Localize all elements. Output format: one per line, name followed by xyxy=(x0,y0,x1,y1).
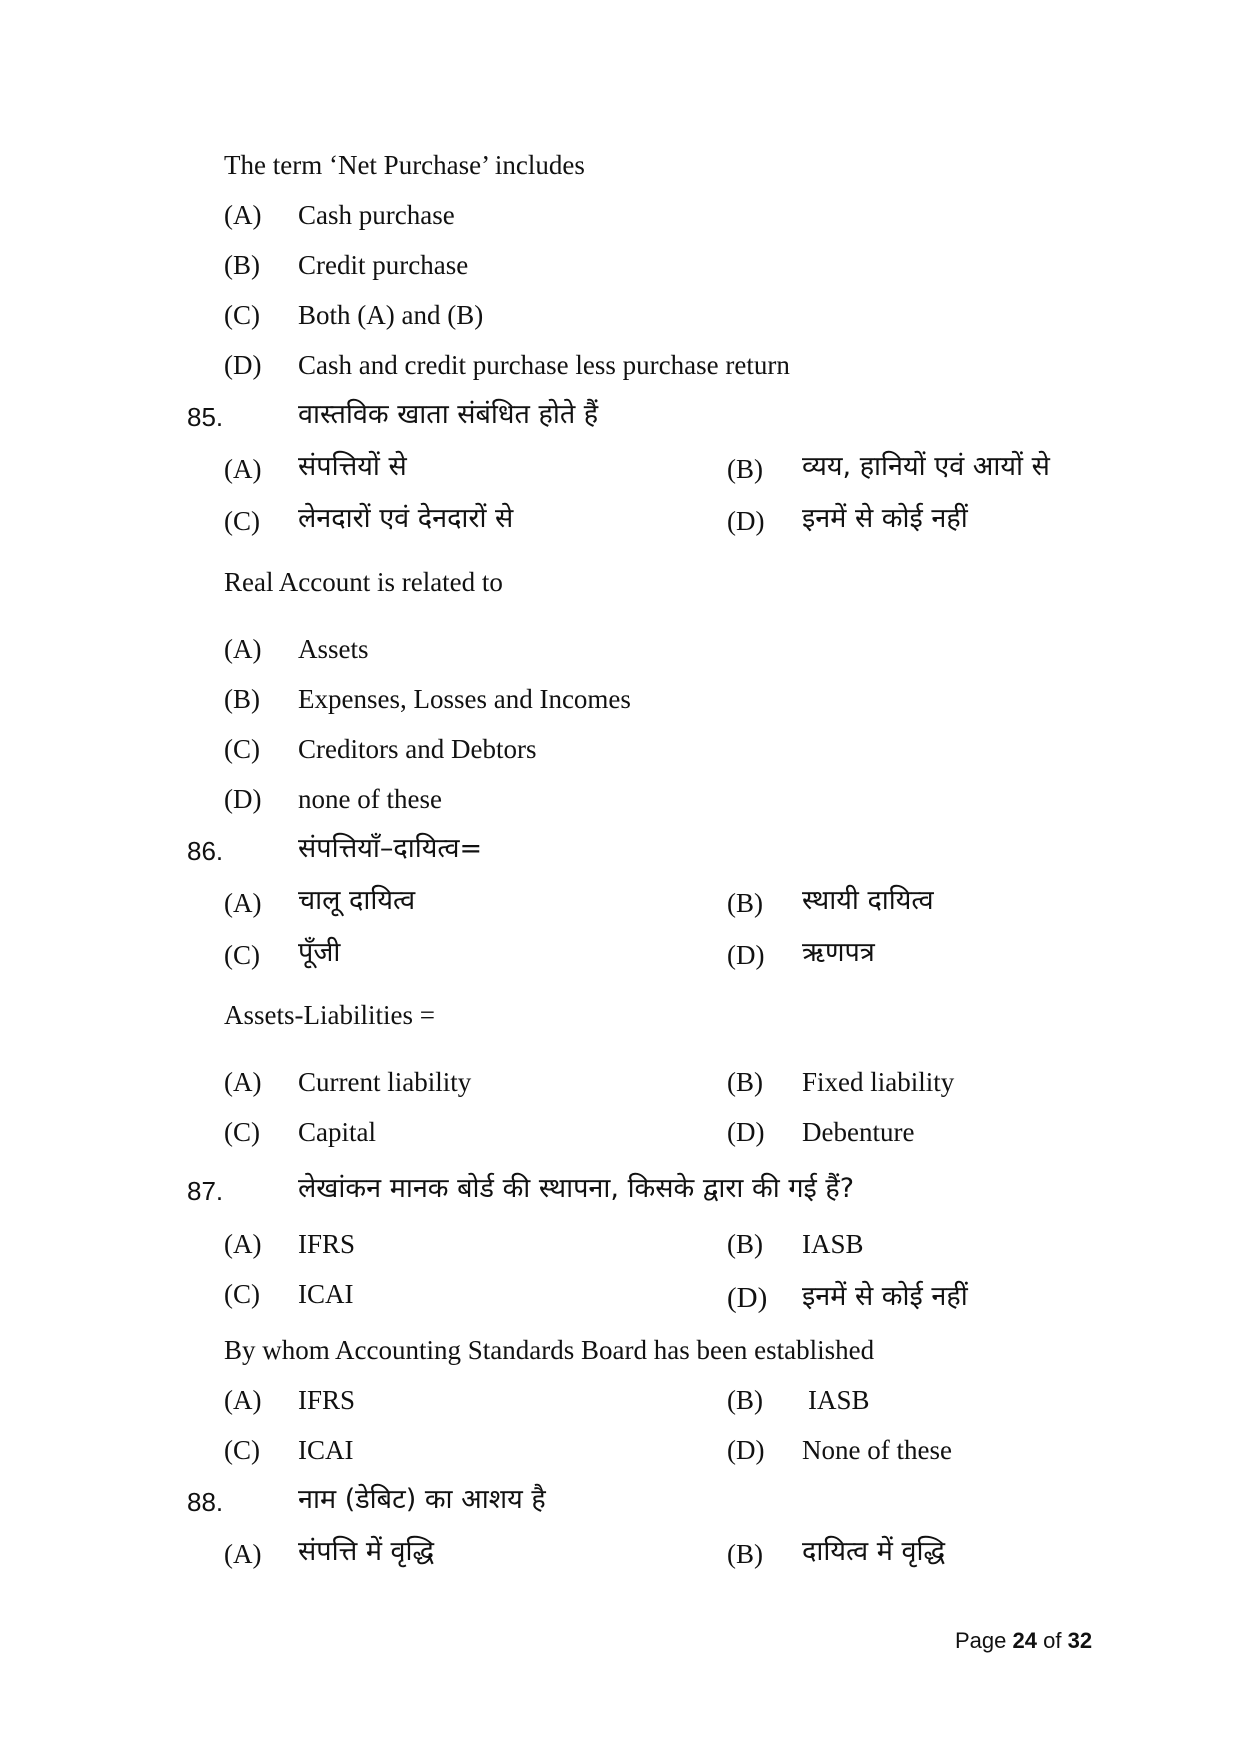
footer-current-page: 24 xyxy=(1012,1628,1037,1653)
q87-en-opt-b-label: (B) xyxy=(727,1385,763,1415)
footer-page-word: Page xyxy=(955,1628,1007,1653)
q86-hi-opt-a-label: (A) xyxy=(224,888,262,918)
q84-opt-c-text: Both (A) and (B) xyxy=(298,300,484,330)
q85-hi-opt-b-text: व्यय, हानियों एवं आयों से xyxy=(802,451,1050,482)
q86-en-opt-c-label: (C) xyxy=(224,1117,260,1147)
q88-hi-opt-b-label: (B) xyxy=(727,1539,763,1569)
q87-en-opt-a-text: IFRS xyxy=(298,1385,356,1415)
q86-hi-opt-c-text: पूँजी xyxy=(298,937,341,968)
q85-en-opt-d-label: (D) xyxy=(224,784,262,814)
q84-opt-b-label: (B) xyxy=(224,250,260,280)
footer-of-word: of xyxy=(1043,1628,1062,1653)
q86-hi-opt-b-text: स्थायी दायित्व xyxy=(802,885,934,916)
q87-stem-en: By whom Accounting Standards Board has been established xyxy=(224,1335,875,1365)
q86-stem-hi: संपत्तियाँ–दायित्व= xyxy=(298,833,483,864)
q86-en-opt-d-text: Debenture xyxy=(802,1117,915,1147)
q85-en-opt-d-text: none of these xyxy=(298,784,442,814)
q87-hi-opt-d-text: इनमें से कोई नहीं xyxy=(802,1281,968,1312)
q87-hi-opt-a-text: IFRS xyxy=(298,1229,356,1259)
q87-hi-opt-c-text: ICAI xyxy=(298,1279,354,1309)
q85-en-opt-a-label: (A) xyxy=(224,634,262,664)
q86-hi-opt-d-label: (D) xyxy=(727,940,765,970)
q85-stem-hi: वास्तविक खाता संबंधित होते हैं xyxy=(298,399,599,430)
q86-en-opt-d-label: (D) xyxy=(727,1117,765,1147)
q85-hi-opt-c-label: (C) xyxy=(224,506,260,536)
q88-hi-opt-a-text: संपत्ति में वृद्धि xyxy=(298,1536,435,1567)
q85-hi-opt-d-label: (D) xyxy=(727,506,765,536)
q86-stem-en: Assets-Liabilities = xyxy=(224,1000,435,1030)
q85-en-opt-b-text: Expenses, Losses and Incomes xyxy=(298,684,631,714)
q84-opt-d-text: Cash and credit purchase less purchase return xyxy=(298,350,790,380)
q86-en-opt-b-label: (B) xyxy=(727,1067,763,1097)
q84-opt-c-label: (C) xyxy=(224,300,260,330)
q85-hi-opt-d-text: इनमें से कोई नहीं xyxy=(802,503,968,534)
q85-hi-opt-c-text: लेनदारों एवं देनदारों से xyxy=(298,503,514,534)
q86-en-opt-c-text: Capital xyxy=(298,1117,376,1147)
q86-en-opt-b-text: Fixed liability xyxy=(802,1067,955,1097)
q87-en-opt-c-text: ICAI xyxy=(298,1435,354,1465)
q86-hi-opt-a-text: चालू दायित्व xyxy=(298,885,416,916)
q87-en-opt-a-label: (A) xyxy=(224,1385,262,1415)
q85-en-opt-b-label: (B) xyxy=(224,684,260,714)
q87-en-opt-c-label: (C) xyxy=(224,1435,260,1465)
q86-hi-opt-d-text: ऋणपत्र xyxy=(802,937,875,968)
q86-hi-opt-b-label: (B) xyxy=(727,888,763,918)
q86-hi-opt-c-label: (C) xyxy=(224,940,260,970)
q88-stem-hi: नाम (डेबिट) का आशय है xyxy=(298,1484,546,1515)
q87-en-opt-d-text: None of these xyxy=(802,1435,952,1465)
q84-opt-a-label: (A) xyxy=(224,200,262,230)
q87-hi-opt-a-label: (A) xyxy=(224,1229,262,1259)
q88-hi-opt-b-text: दायित्व में वृद्धि xyxy=(802,1536,946,1567)
q85-en-opt-a-text: Assets xyxy=(298,634,369,664)
q85-hi-opt-a-label: (A) xyxy=(224,454,262,484)
q85-en-opt-c-label: (C) xyxy=(224,734,260,764)
q84-stem-en: The term ‘Net Purchase’ includes xyxy=(224,150,585,180)
q88-number: 88. xyxy=(187,1487,224,1517)
q87-stem-hi: लेखांकन मानक बोर्ड की स्थापना, किसके द्वारा की गई हैं? xyxy=(298,1173,855,1204)
q86-en-opt-a-text: Current liability xyxy=(298,1067,472,1097)
q85-hi-opt-b-label: (B) xyxy=(727,454,763,484)
q87-hi-opt-b-text: IASB xyxy=(802,1229,864,1259)
q87-hi-opt-b-label: (B) xyxy=(727,1229,763,1259)
q84-opt-d-label: (D) xyxy=(224,350,262,380)
q85-number: 85. xyxy=(187,402,224,432)
q86-en-opt-a-label: (A) xyxy=(224,1067,262,1097)
q87-number: 87. xyxy=(187,1176,224,1206)
q88-hi-opt-a-label: (A) xyxy=(224,1539,262,1569)
q87-hi-opt-d-label: (D) xyxy=(727,1282,768,1314)
q84-opt-b-text: Credit purchase xyxy=(298,250,469,280)
footer-total-pages: 32 xyxy=(1067,1628,1093,1653)
q85-hi-opt-a-text: संपत्तियों से xyxy=(298,451,407,482)
q84-opt-a-text: Cash purchase xyxy=(298,200,455,230)
q87-en-opt-b-text: IASB xyxy=(808,1385,870,1415)
q87-hi-opt-c-label: (C) xyxy=(224,1279,260,1309)
q87-en-opt-d-label: (D) xyxy=(727,1435,765,1465)
q86-number: 86. xyxy=(187,836,224,866)
q85-stem-en: Real Account is related to xyxy=(224,567,503,597)
q85-en-opt-c-text: Creditors and Debtors xyxy=(298,734,537,764)
page-footer xyxy=(955,1627,1092,1655)
